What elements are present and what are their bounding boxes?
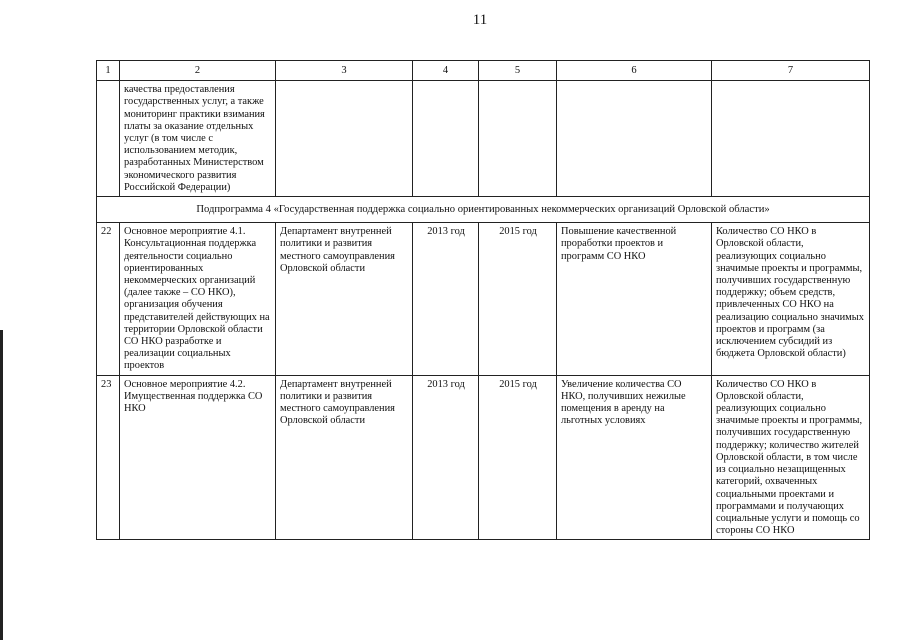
header-cell: 1 (97, 61, 120, 81)
header-row (97, 61, 870, 81)
indicator-cell: Количество СО НКО в Орловской области, реализующих социально значимые проекты и программы, получивших государственную поддержку; объем средств, привлеченных СО НКО на реализацию социально значимых проектов и программ (за исключением субсидий из бюджета Орловской области) (712, 223, 870, 375)
empty-cell (712, 81, 870, 197)
row-number: 23 (97, 375, 120, 540)
end-cell: 2015 год (479, 223, 557, 375)
row-number: 22 (97, 223, 120, 375)
end-cell: 2015 год (479, 375, 557, 540)
header-cell: 2 (120, 61, 276, 81)
start-cell: 2013 год (413, 223, 479, 375)
empty-cell (557, 81, 712, 197)
executor-cell: Департамент внутренней политики и развития местного самоуправления Орловской области (276, 375, 413, 540)
empty-cell (413, 81, 479, 197)
continuation-row (97, 81, 870, 197)
header-cell: 7 (712, 61, 870, 81)
header-cell: 6 (557, 61, 712, 81)
scan-edge (0, 330, 3, 640)
result-cell: Повышение качественной проработки проектов и программ СО НКО (557, 223, 712, 375)
indicator-cell: Количество СО НКО в Орловской области, реализующих социально значимые проекты и программы, получивших государственную поддержку; количество жителей Орловской области, в том числе из социально незащищенных категорий, охваченных социальными проектами и программами и получающих социальные услуги и помощь со стороны СО НКО (712, 375, 870, 540)
empty-cell (479, 81, 557, 197)
result-cell: Увеличение количества СО НКО, получивших нежилые помещения в аренду на льготных условиях (557, 375, 712, 540)
page-number: 11 (472, 12, 488, 28)
empty-cell (97, 81, 120, 197)
activity-cell: качества предоставления государственных услуг, а также мониторинг практики взимания платы за оказание отдельных услуг (в том числе с использованием методик, разработанных Министерством экономического развития Российской Федерации) (120, 81, 276, 197)
program-table (96, 60, 870, 540)
table-row (97, 375, 870, 540)
header-cell: 4 (413, 61, 479, 81)
table-row (97, 223, 870, 375)
empty-cell (276, 81, 413, 197)
header-cell: 5 (479, 61, 557, 81)
activity-cell: Основное мероприятие 4.1. Консультационная поддержка деятельности социально ориентированных некоммерческих организаций (далее также – СО НКО), организация обучения представителей действующих на территории Орловской области СО НКО разработке и реализации социальных проектов (120, 223, 276, 375)
subprogram-title: Подпрограмма 4 «Государственная поддержка социально ориентированных некоммерческих организаций Орловской области» (97, 197, 870, 223)
subprogram-row (97, 197, 870, 223)
executor-cell: Департамент внутренней политики и развития местного самоуправления Орловской области (276, 223, 413, 375)
activity-cell: Основное мероприятие 4.2. Имущественная поддержка СО НКО (120, 375, 276, 540)
header-cell: 3 (276, 61, 413, 81)
start-cell: 2013 год (413, 375, 479, 540)
